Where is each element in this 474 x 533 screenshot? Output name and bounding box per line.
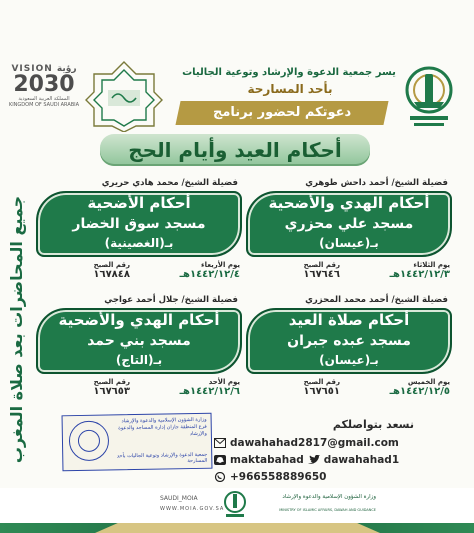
program-title: أحكام العيد وأيام الحج [100, 134, 370, 166]
lecture-day-label: يوم الخميس [407, 378, 450, 386]
lecture-mosque: مسجد عبده جبران [287, 333, 411, 349]
lecture-card-1 [244, 178, 454, 294]
contact-email-text[interactable]: dawahahad2817@gmail.com [230, 436, 399, 449]
stamp-text-top: وزارة الشؤون الإسلامية والدعوة والإرشاد فرع المنطقة جازان إدارة المساجد والدعوة والإرشاد [118, 416, 207, 438]
lecture-phone-number: ١٦٧٨٤٨ [93, 269, 130, 280]
lecture-date: ١٤٤٢/١٢/٥هـ [389, 386, 450, 397]
lecture-phone-label: رقم الصبح [93, 378, 130, 386]
lecture-card-2 [34, 178, 244, 294]
whatsapp-icon [214, 472, 226, 482]
header-location: بأحد المسارحة [247, 82, 333, 96]
lecture-phone [248, 261, 340, 280]
invite-banner [175, 101, 388, 125]
contact-phone-text[interactable]: +966558889650 [230, 470, 327, 483]
email-icon [214, 438, 226, 448]
vision-2030-logo [8, 64, 80, 120]
vision-label-ar: رؤية [56, 64, 77, 74]
lecture-day-label: يوم الثلاثاء [413, 261, 450, 269]
lecture-phone [38, 378, 130, 397]
lecture-sheikh: فضيلة الشيخ/ أحمد محمد المحزري [305, 295, 448, 305]
association-logo [84, 60, 164, 132]
lecture-day [350, 378, 450, 397]
lecture-day [140, 378, 240, 397]
lecture-sheikh: فضيلة الشيخ/ أحمد داحش طوهري [305, 178, 448, 188]
contact-phone[interactable] [214, 468, 414, 485]
lecture-title: أحكام الهدي والأضحية [58, 311, 220, 329]
approval-stamp [62, 413, 213, 472]
lecture-place: بـ(التاج) [115, 353, 163, 367]
lecture-phone-number: ١٦٧٦٥١ [303, 386, 340, 397]
twitter-icon [308, 455, 320, 465]
lecture-title: أحكام الأضحية [87, 194, 191, 212]
lecture-date: ١٤٤٢/١٢/٦هـ [179, 386, 240, 397]
lecture-phone [38, 261, 130, 280]
lecture-mosque: مسجد علي محزري [284, 216, 414, 232]
vision-label-en: VISION [11, 64, 53, 74]
lecture-title: أحكام الهدي والأضحية [268, 194, 430, 212]
footer [0, 488, 474, 533]
side-note-text: جميع المحاضرات بعد صلاة المغرب [7, 195, 27, 463]
lecture-place: بـ(عيسان) [319, 353, 379, 367]
lecture-phone-number: ١٦٧٦٤٦ [303, 269, 340, 280]
lecture-phone-label: رقم الصبح [93, 261, 130, 269]
lecture-phone-label: رقم الصبح [303, 378, 340, 386]
lecture-day [350, 261, 450, 280]
lecture-place: بـ(عيسان) [319, 236, 379, 250]
vision-kingdom-ar: المملكة العربية السعودية [18, 96, 70, 102]
contact-snapchat-text[interactable]: maktabahad [230, 453, 304, 466]
lecture-day-label: يوم الأحد [208, 378, 240, 386]
lecture-day [140, 261, 240, 280]
header-organizer: يسر جمعية الدعوة والإرشاد وتوعية الجاليات [182, 67, 396, 78]
lecture-date: ١٤٤٢/١٢/٤هـ [179, 269, 240, 280]
lecture-phone-number: ١٦٧٦٥٣ [93, 386, 130, 397]
lecture-sheikh: فضيلة الشيخ/ جلال أحمد عواجي [104, 295, 238, 305]
contact-email[interactable] [214, 434, 414, 451]
footer-ministry-en: MINISTRY OF ISLAMIC AFFAIRS, DAWAH AND GUIDANCE [279, 508, 376, 512]
lecture-phone-label: رقم الصبح [303, 261, 340, 269]
snapchat-icon [214, 455, 226, 465]
lecture-card-4 [34, 295, 244, 411]
footer-site: WWW.MOIA.GOV.SA [160, 506, 225, 512]
contact-heading: نسعد بتواصلكم [332, 418, 414, 431]
lecture-title: أحكام صلاة العيد [288, 311, 410, 329]
lecture-sheikh: فضيلة الشيخ/ محمد هادي حريري [101, 178, 238, 188]
footer-bar [0, 523, 474, 533]
contact-social [214, 451, 414, 468]
lecture-mosque: مسجد بني حمد [87, 333, 191, 349]
contact-block [214, 418, 414, 485]
footer-emblem [222, 490, 248, 520]
footer-ministry-ar: وزارة الشؤون الإسلامية والدعوة والإرشاد [282, 494, 376, 500]
lecture-phone [248, 378, 340, 397]
ministry-emblem [400, 62, 458, 132]
side-note [2, 176, 32, 482]
stamp-text-bottom: جمعية الدعوة والإرشاد وتوعية الجاليات بأحد المسارحة [116, 451, 208, 465]
contact-twitter-text[interactable]: dawahahad1 [323, 453, 400, 466]
lecture-place: بـ(الغصينية) [104, 236, 174, 250]
lecture-day-label: يوم الأربعاء [200, 261, 240, 269]
vision-year: 2030 [13, 72, 75, 97]
lecture-date: ١٤٤٢/١٢/٣هـ [389, 269, 450, 280]
footer-handle: SAUDI_MOIA [160, 495, 198, 502]
invite-text: دعوتكم لحضور برنامج [212, 105, 352, 120]
vision-kingdom-en: KINGDOM OF SAUDI ARABIA [8, 102, 80, 108]
lecture-card-3 [244, 295, 454, 411]
lecture-mosque: مسجد سوق الخضار [72, 216, 206, 232]
